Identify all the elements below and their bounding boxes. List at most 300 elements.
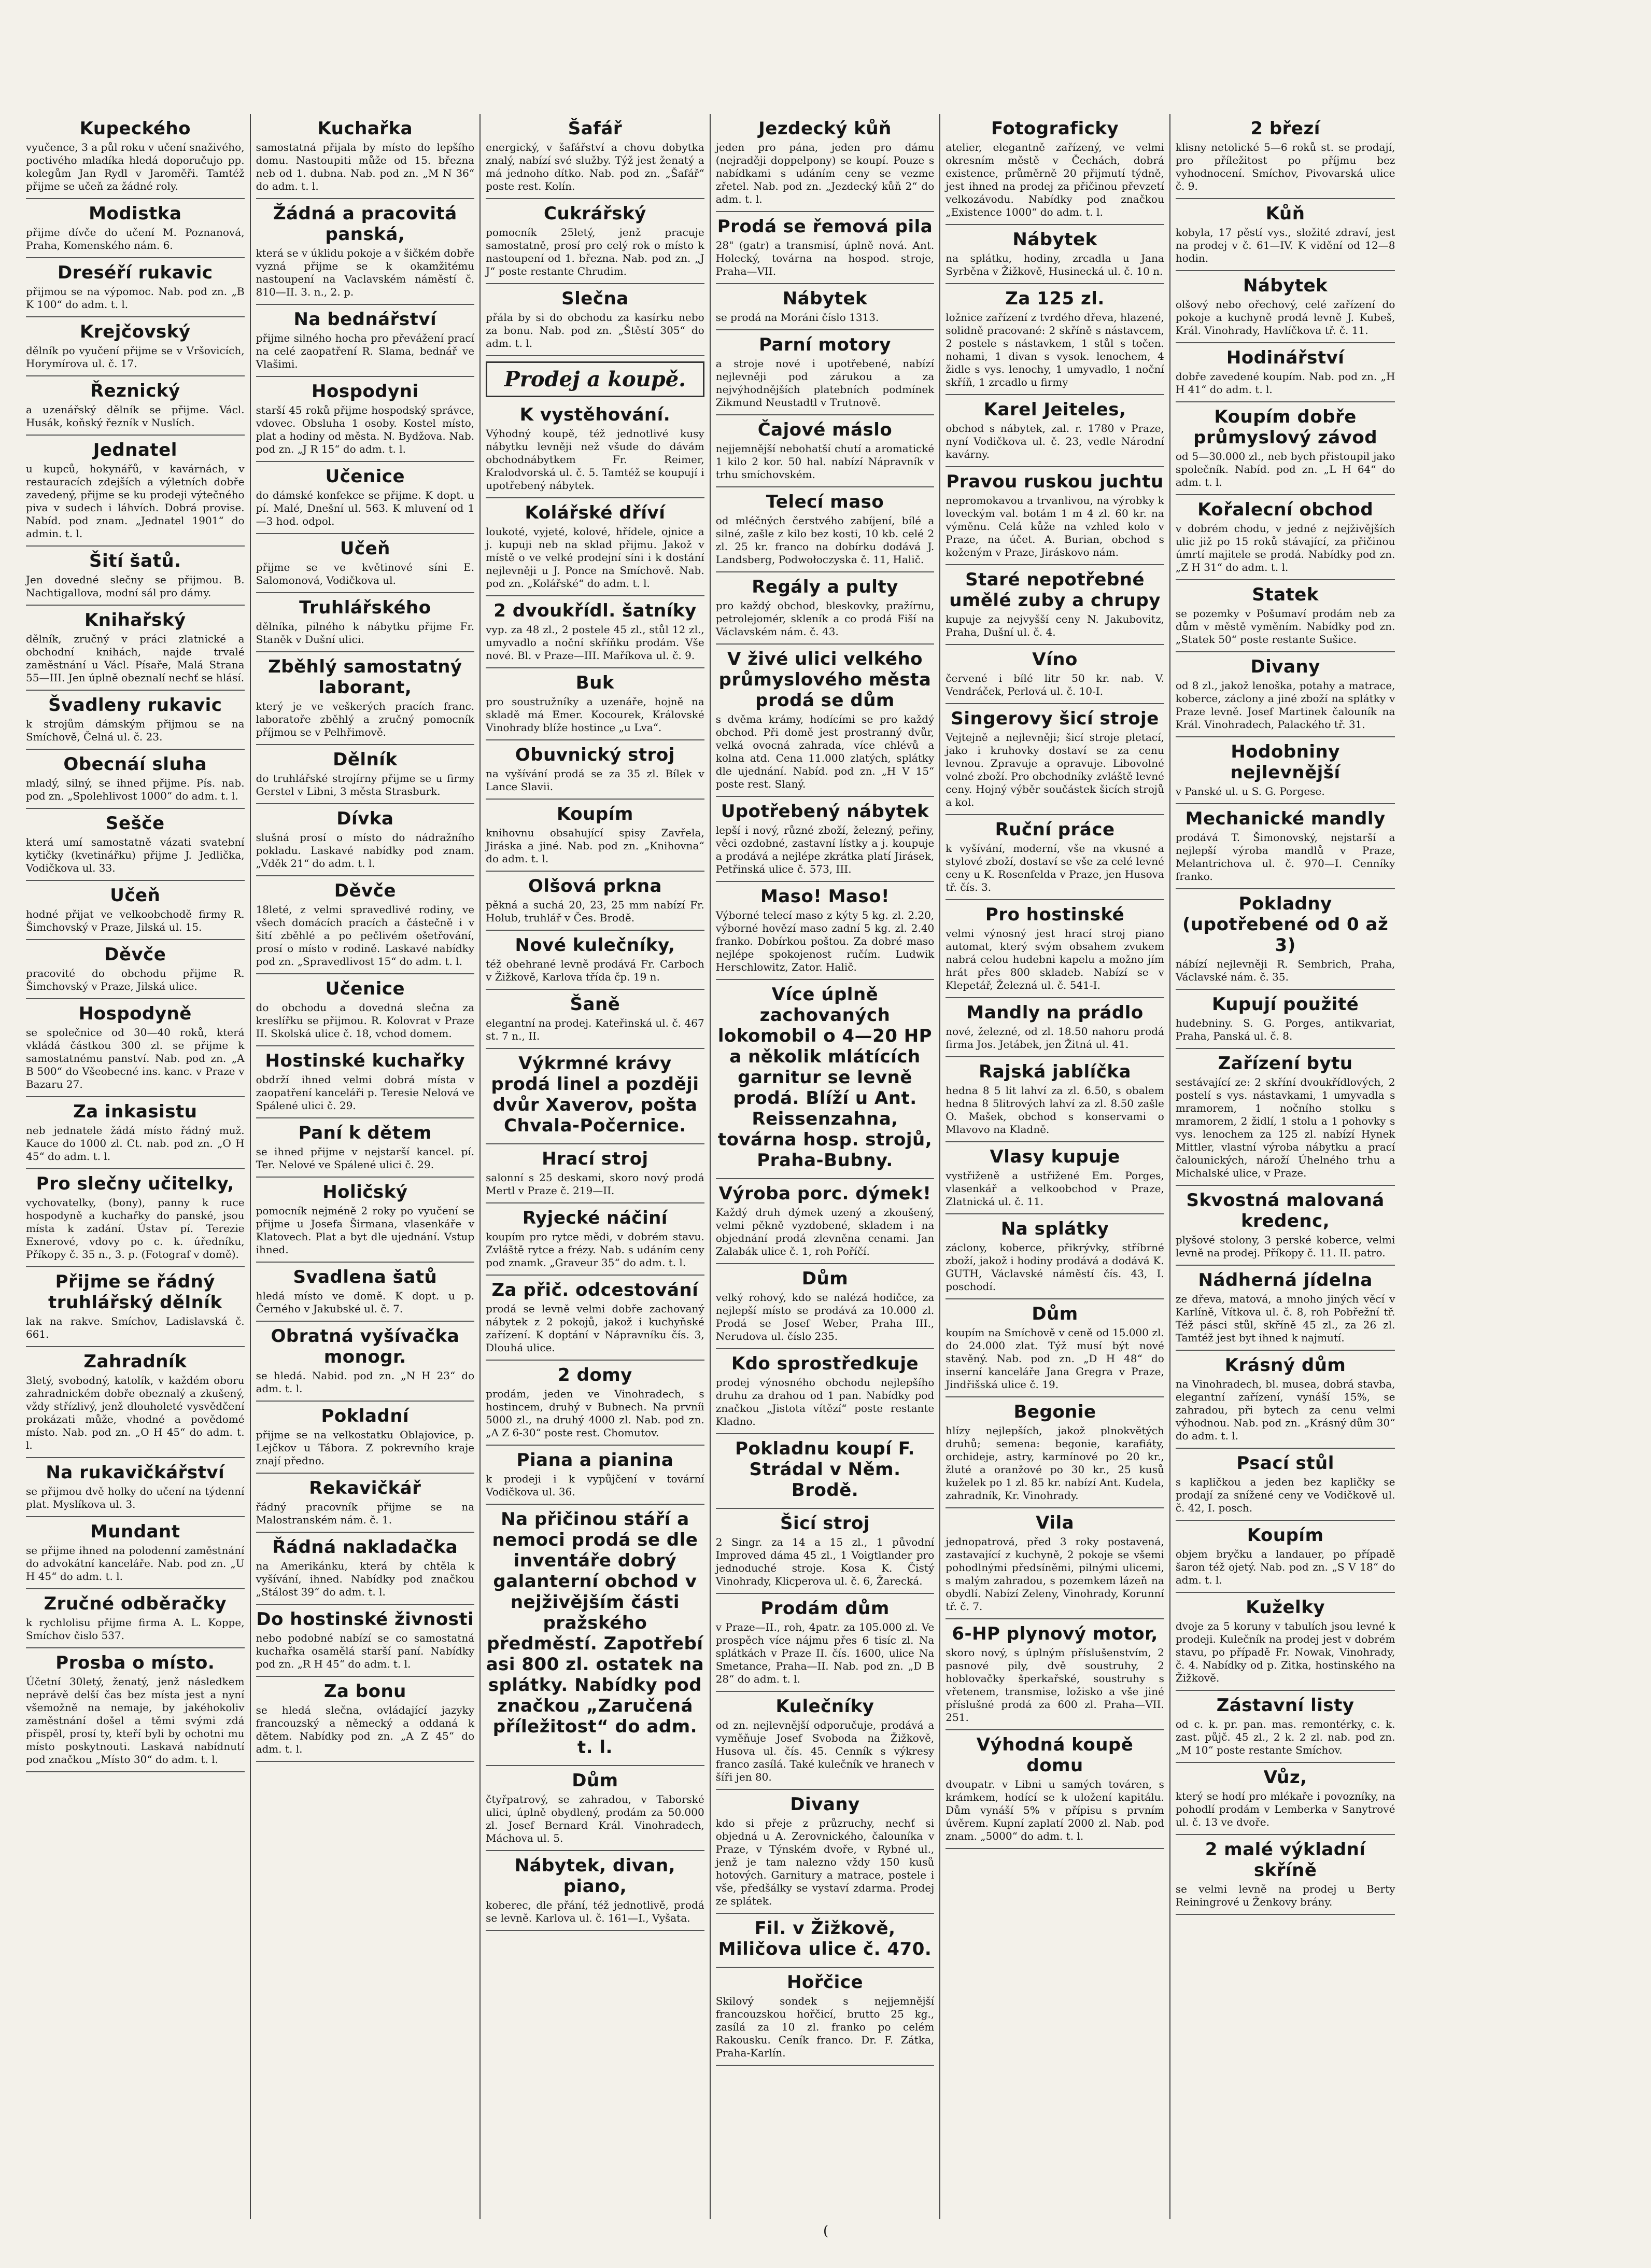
ad-text: 18leté, z velmi spravedlivé rodiny, ve všech domácích pracích a částečně i v šití zběhlé a po pečlivém ošetřování, prosí o místo v rodině. Laskavé nabídky pod zn. „Spravedlivost 15“ do adm. t. l. (256, 903, 475, 968)
ad-text: dobře zavedené koupím. Nab. pod zn. „H H 41“ do adm. t. l. (1175, 370, 1395, 396)
classified-ad (26, 258, 245, 317)
ad-heading: Hodinářství (1226, 347, 1345, 368)
classified-ad (1176, 402, 1395, 495)
ad-heading: Hodobniny nejlevnější (1230, 741, 1340, 783)
ad-heading: Modistka (89, 203, 182, 224)
ad-text: která umí samostatně vázati svatební kytičky (kvetinářku) přijme J. Jedlička, Vodičkova ul. 33. (26, 836, 245, 874)
ad-text: slušná prosí o místo do nádražního pokladu. Laskavé nabídky pod znam. „Vděk 21“ do adm. t. l. (256, 831, 475, 870)
ad-text: od 5—30.000 zl., neb bych přistoupil jako společník. Nabíd. pod zn. „L H 64“ do adm. t. l. (1175, 450, 1395, 488)
ad-text: pro soustružníky a uzenáře, hojně na skladě má Emer. Kocourek, Královské Vinohrady blíže hostince „u Lva“. (486, 695, 704, 734)
classified-ad (946, 284, 1164, 395)
ad-text: přijme dívče do učení M. Poznanová, Praha, Komenského nám. 6. (26, 226, 245, 251)
ad-heading: Prodám dům (760, 1598, 890, 1619)
classified-ad (486, 1446, 704, 1505)
ad-text: pomocník 25letý, jenž pracuje samostatně, prosí pro celý rok o místo k nastoupení od 1. března. Nab. pod zn. „J J“ poste restante Chrudim. (486, 226, 704, 277)
classified-ad (1176, 1521, 1395, 1593)
ad-heading: Hořčice (786, 1972, 864, 1993)
ad-heading: 2 domy (558, 1365, 632, 1385)
classified-ad (716, 330, 935, 415)
ad-text: též obehrané levně prodává Fr. Carboch v Žižkově, Karlova třída čp. 19 n. (486, 958, 704, 983)
ad-heading: Do hostinské živnosti (256, 1609, 474, 1630)
ad-heading: Výkrmné krávy prodá linel a později dvůr Xaverov, pošta Chvala-Počernice. (491, 1053, 699, 1136)
ad-text: od mléčných čerstvého zabíjení, bílé a silné, zašle z kilo bez kosti, 10 kb. celé 2 zl. 25 kr. franco na dobírku dodává J. Landsberg, Podwołoczyska č. 11, Halič. (715, 514, 935, 566)
ad-text: se velmi levně na prodej u Berty Reiningrové u Ženkovy brány. (1175, 1883, 1395, 1908)
ad-heading: Svadlena šatů (293, 1267, 438, 1287)
ad-text: hedna 8 5 lit lahví za zl. 6.50, s obalem hedna 8 5litrových lahví za zl. 8.50 zašle O. Mašek, obchod s konservami o Mlavovo na Kladně. (946, 1084, 1164, 1136)
ad-text: vyp. za 48 zl., 2 postele 45 zl., stůl 12 zl., umyvadlo a noční skříňku prodám. Vše nové. Bl. v Praze—III. Maříkova ul. č. 9. (486, 623, 704, 662)
classified-ad (256, 377, 475, 462)
ad-heading: Paní k dětem (298, 1123, 432, 1143)
ad-heading: Více úplně zachovaných lokomobil o 4—20 HP a několik mlátících garnitur se levně prodá. Blíží u Ant. Reissenzahna, továrna hosp. strojů, Praha-Bubny. (717, 984, 933, 1171)
ad-heading: Hostinské kuchařky (265, 1051, 465, 1071)
ad-heading: Dům (572, 1770, 618, 1791)
ad-heading: Nábytek, divan, piano, (514, 1855, 676, 1897)
ad-heading: Kdo sprostředkuje (731, 1353, 919, 1374)
ad-heading: Telecí maso (766, 492, 884, 512)
classified-ad (716, 415, 935, 487)
ad-heading: Knihařský (84, 610, 186, 631)
classified-ad (256, 305, 475, 377)
classified-ad (716, 1179, 935, 1264)
classified-ad (716, 284, 935, 330)
ad-text: s kapličkou a jeden bez kapličky se prodají za snížené ceny ve Vodičkově ul. č. 42, I. posch. (1175, 1476, 1395, 1514)
ad-text: koupím pro rytce mědi, v dobrém stavu. Zvláště rytce a frézy. Nab. s udáním ceny pod znamk. „Graveur 35“ do adm. t. l. (486, 1230, 704, 1269)
ad-heading: Hospodyně (78, 1003, 192, 1024)
ad-heading: Šicí stroj (780, 1513, 870, 1534)
ad-text: se pozemky v Pošumaví prodám neb za dům v městě vyměním. Nabídky pod zn. „Statek 50“ poste restante Sušice. (1175, 607, 1395, 646)
classified-ad (256, 1402, 475, 1474)
ad-heading: Ryjecké náčiní (522, 1208, 668, 1228)
classified-ad (26, 436, 245, 547)
ad-heading: Vlasy kupuje (990, 1146, 1120, 1167)
classified-ad (946, 225, 1164, 284)
ad-text: kobyla, 17 pěstí vys., složité zdraví, jest na prodej v č. 61—IV. K vidění od 12—8 hodin. (1175, 226, 1395, 264)
classified-ad (486, 1851, 704, 1931)
ad-heading: Děvče (334, 880, 396, 901)
classified-ad (946, 704, 1164, 815)
ad-heading: Nábytek (1243, 275, 1328, 296)
ad-text: od c. k. pr. pan. mas. remontérky, c. k. zast. půjč. 45 zl., 2 k. 2 zl. nab. pod zn. „M 10“ poste restante Smíchov. (1175, 1718, 1395, 1756)
classified-ad (486, 199, 704, 284)
classified-ad (256, 1178, 475, 1263)
ad-heading: K vystěhování. (519, 404, 671, 425)
classified-ad (256, 1605, 475, 1677)
classified-ad (1176, 495, 1395, 580)
ad-heading: Hrací stroj (542, 1149, 648, 1169)
ad-heading: Nábytek (782, 288, 868, 309)
ad-text: atelier, elegantně zařízený, ve velmi okresním městě v Čechách, dobrá existence, průměrně 20 přijmutí týdně, jest ihned na prodej za přičinou převzetí velkozávodu. Nabídky pod značkou „Existence 1000“ do adm. t. l. (946, 141, 1164, 218)
classified-ad (946, 998, 1164, 1057)
ad-text: dělník po vyučení přijme se v Vršovicích, Horymírova ul. č. 17. (26, 344, 245, 370)
ad-heading: Ruční práce (995, 819, 1115, 840)
ad-heading: Upotřebený nábytek (721, 801, 929, 822)
ad-text: starší 45 roků přijme hospodský správce, vdovec. Obsluha 1 osoby. Kostel místo, plat a hodiny od města. N. Bydžova. Nab. pod zn. „J R 15“ do adm. t. l. (256, 404, 475, 455)
section-banner: Prodej a koupě. (486, 361, 704, 397)
ad-text: dělník, zručný v práci zlatnické a obchodní knihách, najde trvalé zaměstnání u Václ. Písaře, Malá Strana 55—III. Jen úplně obeznalí nechť se hlásí. (26, 633, 245, 684)
ad-heading: Vůz, (1263, 1767, 1307, 1788)
classified-ad (946, 565, 1164, 645)
ad-heading: Učenice (325, 978, 405, 999)
ad-heading: Cukrářský (544, 203, 646, 224)
ad-heading: Výroba porc. dýmek! (718, 1183, 932, 1204)
classified-ad (256, 1474, 475, 1533)
ad-heading: Buk (575, 673, 615, 693)
ad-heading: Piana a pianina (516, 1450, 674, 1471)
classified-ad (716, 212, 935, 284)
ad-heading: Za bonu (323, 1681, 406, 1702)
ad-text: velmi výnosný jest hrací stroj piano automat, který svým obsahem zvukem nabrá celou hudebni kapelu a možno jím hrát přes 800 skladeb. Nabízí se v Klepetář, Železná ul. č. 541-I. (946, 927, 1164, 991)
ad-heading: Psací stůl (1236, 1453, 1334, 1474)
ad-text: hodné přijat ve velkoobchodě firmy R. Šimchovský v Praze, Jilská ul. 15. (26, 908, 245, 933)
classified-ad (26, 1458, 245, 1517)
classified-ad (1176, 1186, 1395, 1266)
ad-text: v dobrém chodu, v jedné z nejživějších ulic již po 15 roků stávající, za přičinou úmrtí majitele se prodá. Nabídky pod zn. „Z H 31“ do adm. t. l. (1175, 522, 1395, 573)
classified-ad (716, 1434, 935, 1509)
ad-heading: Kupeckého (79, 118, 191, 139)
column-6 (1170, 114, 1401, 2219)
classified-ad (486, 498, 704, 596)
ad-text: v Praze—II., roh, 4patr. za 105.000 zl. Ve prospěch více nájmu přes 6 tisíc zl. Na splátkách v Praze II. čís. 1600, ulice Na Smetance, Praha—II. Nab. pod zn. „D B 28“ do adm. t. l. (715, 1621, 935, 1685)
ad-text: salonní s 25 deskami, skoro nový prodá Mertl v Praze č. 219—II. (486, 1171, 704, 1197)
classified-ad (256, 745, 475, 804)
ad-text: se přijmou dvě holky do učení na týdenní plat. Myslíkova ul. 3. (26, 1485, 245, 1510)
ad-heading: Učeň (340, 538, 390, 559)
classified-ad (946, 1142, 1164, 1214)
classified-ad (716, 572, 935, 645)
classified-ad (486, 931, 704, 990)
classified-ad (716, 1692, 935, 1790)
ad-heading: Krejčovský (80, 321, 191, 342)
ad-text: který je ve veškerých pracích franc. laboratoře zběhlý a zručný pomocník příjmou se v Pelhřimově. (256, 700, 475, 738)
ad-text: se hledá slečna, ovládající jazyky francouzský a německý a oddaná k dětem. Nabídky pod zn. „A Z 45“ do adm. t. l. (256, 1704, 475, 1755)
column-2 (251, 114, 481, 2219)
column-3 (481, 114, 711, 2219)
ad-text: pomocník nejméně 2 roky po vyučení se přijme u Josefa Širmana, vlasenkáře v Klatovech. Plat a byt dle ujednání. Vstup ihned. (256, 1205, 475, 1256)
ad-heading: Koupím (557, 804, 633, 824)
ad-heading: Dreséří rukavic (57, 262, 213, 283)
classified-ad (1176, 1691, 1395, 1763)
ad-heading: Přijme se řádný truhlářský dělník (48, 1271, 222, 1313)
ad-text: koberec, dle přání, též jednotlivě, prodá se levně. Karlova ul. č. 161—I., Vyšata. (486, 1899, 704, 1924)
ad-text: Jen dovedné slečny se přijmou. B. Nachtigallova, modní sál pro dámy. (26, 573, 245, 599)
ad-heading: Nové kulečníky, (515, 935, 675, 956)
ad-text: ložnice zařízení z tvrdého dřeva, hlazené, solidně pracované: 2 skříně s nástavcem, 2 postele s nástavkem, 1 stůl s točen. nohami, 1 divan s vysok. lenochem, 4 židle s vys. lenochy, 1 umyvadlo, 1 noční skříň, 1 zrcadlo u firmy (946, 311, 1164, 388)
ad-heading: Kuželky (1246, 1597, 1325, 1618)
ad-heading: Divany (790, 1794, 860, 1815)
ad-text: nejjemnější nebohatší chutí a aromatické 1 kilo 2 kor. 50 hal. nabízí Nápravník v trhu smíchovském. (715, 442, 935, 481)
ad-text: pěkná a suchá 20, 23, 25 mm nabízí Fr. Holub, truhlář v Čes. Brodě. (486, 899, 704, 924)
classified-ad (26, 809, 245, 881)
ad-heading: Pravou ruskou juchtu (946, 471, 1164, 492)
ad-heading: Obratná vyšívačka monogr. (271, 1326, 460, 1367)
ad-text: loukoté, vyjeté, kolové, hřídele, ojnice a j. kupuji neb na sklad přijmu. Jakož v místě o ve velké prodejní síni i k dostání nejlevněji u J. Ponce na Smíchově. Nab. pod zn. „Kolářské“ do adm. t. l. (486, 525, 704, 590)
column-5 (940, 114, 1170, 2219)
ad-text: Skilový sondek s nejjemnější francouzskou hořčicí, brutto 25 kg., zasílá za 10 zl. franko po celém Rakousku. Ceník franco. Dr. F. Zátka, Praha-Karlín. (715, 1995, 935, 2059)
classified-ad (1176, 1835, 1395, 1915)
classified-ad (26, 606, 245, 691)
ad-text: se přijme ihned na polodenní zaměstnání do advokátní kanceláře. Nab. pod zn. „U H 45“ do adm. t. l. (26, 1544, 245, 1583)
ad-text: řádný pracovník přijme se na Malostranském nám. č. 1. (256, 1501, 475, 1526)
ad-text: nábízí nejlevněji R. Sembrich, Praha, Václavské nám. č. 35. (1175, 958, 1395, 983)
classified-ad (716, 1264, 935, 1349)
classified-ad (256, 1046, 475, 1118)
ad-heading: V živé ulici velkého průmyslového města prodá se dům (718, 649, 932, 711)
ad-heading: Pokladny (upotřebené od 0 až 3) (1182, 893, 1389, 956)
ad-heading: Za 125 zl. (1005, 288, 1105, 309)
ad-heading: Švadleny rukavic (48, 695, 222, 716)
ad-text: Výhodný koupě, též jednotlivé kusy nábytku levněji než všude do dávám obchodnábytkem Fr. Reimer, Kralodvorská ul. č. 5. Tamtéž se koupují i upotřebený nábytek. (486, 427, 704, 492)
classified-ad (486, 668, 704, 740)
ad-heading: Vila (1036, 1513, 1075, 1533)
classified-ad (946, 1214, 1164, 1299)
ad-heading: Fil. v Žižkově, Miličova ulice č. 470. (718, 1918, 932, 1959)
classified-ad (946, 1299, 1164, 1397)
ad-text: nepromokavou a trvanlivou, na výrobky k loveckým val. botám 1 m 4 zl. 60 kr. na výměnu. Celá kůže na vzhled kolo v Praze, na účet. A. Burian, obchod s koženým v Praze, Jiráskovo nám. (946, 494, 1164, 558)
classified-ad (946, 1057, 1164, 1142)
ad-heading: Řeznický (90, 381, 180, 401)
ad-text: sestávající ze: 2 skříní dvoukřídlových, 2 postelí s vys. nástavkami, 1 umyvadla s mramorem, 1 nočního stolku s mramorem, 2 židlí, 1 stolu a 1 pohovky s vys. lenochem za 125 zl. nabízí Hynek Mittler, vlastní výroba nábytku a prací čalounických, nároží Úhelného trhu a Michalské ulice, v Praze. (1175, 1076, 1395, 1179)
ad-text: Vejtejně a nejlevněji; šicí stroje pletací, jako i kruhovky dostaví se za cenu levnou. Zpravuje a opravuje. Libovolné volné zboží. Pro obchodníky zvláště levné ceny. Hojný výběr součástek šicích strojů a kol. (946, 731, 1164, 808)
ad-heading: Karel Jeiteles, (983, 399, 1126, 420)
ad-text: nebo podobné nabízí se co samostatná kuchařka osamělá starší paní. Nabídky pod zn. „R H 45“ do adm. t. l. (256, 1632, 475, 1670)
ad-text: dvoupatr. v Libni u samých továren, s krámkem, hodící se k uložení kapitálu. Dům vynáší 5% v přípisu s prvním úvěrem. Kupní zaplatí 2000 zl. Nab. pod znam. „5000“ do adm. t. l. (946, 1778, 1164, 1842)
classified-ad (946, 114, 1164, 225)
classified-ad (26, 1267, 245, 1347)
ad-heading: Dělník (333, 749, 398, 770)
ad-text: prodává T. Šimonovský, nejstarší a nejlepší výroba mandlů v Praze, Melantrichova ul. č. 970—I. Cenníky franko. (1175, 831, 1395, 883)
ad-heading: Mechanické mandly (1185, 808, 1386, 829)
ad-text: olšový nebo ořechový, celé zařízení do pokoje a kuchyně prodá levně J. Kubeš, Král. Vinohrady, Havlíčkova tř. č. 11. (1175, 298, 1395, 337)
classified-ad (946, 1730, 1164, 1849)
ad-text: ze dřeva, matová, a mnoho jiných věcí v Karlíně, Vítkova ul. č. 8, roh Pobřežní tř. Též pásci stůl, skříně 45 zl., za 26 zl. Tamtéž jest byt ihned k najmutí. (1175, 1293, 1395, 1344)
ad-text: kdo si přeje z průzruchy, nechť si objedná u A. Zerovnického, čalouníka v Praze, v Týnském dvoře, v Rybné ul., jenž je tam nalezno vždy 150 kusů hotových. Garnitury a matrace, postele i vše, předšálky se vystaví zdarma. Prodej ze splátek. (715, 1817, 935, 1907)
classified-ad (946, 1619, 1164, 1730)
ad-text: na splátku, hodiny, zrcadla u Jana Syrběna v Žižkově, Husinecká ul. č. 10 n. (946, 252, 1164, 277)
ad-text: vystřiženě a ustřižené Em. Porges, vlasenkář a velkoobchod v Praze, Zlatnická ul. č. 11. (946, 1169, 1164, 1208)
ad-heading: Krásný dům (1224, 1355, 1346, 1376)
ad-heading: Za inkasistu (73, 1101, 197, 1122)
classified-ad (256, 804, 475, 876)
ad-heading: Dům (1032, 1304, 1078, 1324)
column-4 (711, 114, 941, 2219)
classified-ad (1176, 1449, 1395, 1521)
ad-heading: Mandly na prádlo (966, 1002, 1144, 1023)
ad-text: čtyřpatrový, se zahradou, v Taborské ulici, úplně obydlený, prodám za 50.000 zl. Josef Bernard Král. Vinohradech, Máchova ul. 5. (486, 1793, 704, 1844)
ad-text: skoro nový, s úplným příslušenstvím, 2 pasnové pily, dvě soustruhy, 2 hoblovačky šperkařské, soustruhy s vřetenem, transmise, ložisko a vše jiné příslušné prodá za 600 zl. Praha—VII. 251. (946, 1646, 1164, 1724)
ad-text: přála by si do obchodu za kasírku nebo za bonu. Nab. pod zn. „Štěstí 305“ do adm. t. l. (486, 311, 704, 349)
ad-heading: Žádná a pracovitá panská, (273, 203, 457, 245)
ad-heading: Nábytek (1012, 229, 1097, 250)
classified-ad (26, 1648, 245, 1772)
ad-heading: Šití šatů. (89, 551, 181, 571)
ad-text: energický, v šafářství a chovu dobytka znalý, nabízí své služby. Týž jest ženatý a má jednoho dítko. Nab. pod zn. „Šafář“ poste rest. Kolín. (486, 141, 704, 192)
ad-text: do obchodu a dovedná slečna za kreslířku se přijmou. R. Kolovrat v Praze II. Skolská ulice č. 18, vchod domem. (256, 1001, 475, 1040)
ad-heading: Zběhlý samostatný laborant, (268, 656, 462, 698)
classified-ad (486, 800, 704, 872)
classified-ad (1176, 114, 1395, 199)
ad-text: s dvěma krámy, hodícími se pro každý obchod. Při domě jest prostranný dvůr, velká ovocná zahrada, více chlévů a kolna atd. Cena 11.000 zlatých, splátky dle ujednání. Nabíd. pod zn. „H V 15“ poste rest. Slaný. (715, 713, 935, 790)
ad-text: se společnice od 30—40 roků, která vkládá částkou 300 zl. se přijme k samostatnému panství. Nab. pod zn. „A B 500“ do Všeobecné ins. kanc. v Praze v Bazaru 27. (26, 1026, 245, 1090)
classified-ad (486, 1276, 704, 1361)
ad-text: lepší i nový, různé zboží, železný, peřiny, věci ozdobné, zastavní lístky a j. koupuje a prodává a nejlépe zkrátka platí Jirásek, Petřinská ulice č. 573, III. (715, 824, 935, 875)
classified-ad (486, 740, 704, 800)
classified-ad (716, 1509, 935, 1594)
ad-heading: Fotograficky (991, 118, 1119, 139)
ad-text: lak na rakve. Smíchov, Ladislavská č. 661. (26, 1315, 245, 1340)
classified-ad (716, 1594, 935, 1692)
classified-ad (256, 199, 475, 305)
ad-heading: Begonie (1013, 1402, 1096, 1422)
ad-heading: Prosba o místo. (55, 1653, 215, 1673)
ad-text: na Vinohradech, bl. musea, dobrá stavba, elegantní zařízení, vynáší 15%, se zahradou, při bytech za cenu velmi výhodnou. Nab. pod zn. „Krásný dům 30“ do adm. t. l. (1175, 1378, 1395, 1442)
ad-text: přijme silného hocha pro převážení prací na celé zaopatření R. Slama, bednář ve Vlašimi. (256, 332, 475, 370)
ad-heading: Pokladní (321, 1406, 410, 1426)
ad-heading: Jednatel (93, 440, 177, 460)
classified-ad (26, 1347, 245, 1458)
ad-heading: Na rukavičkářství (46, 1462, 225, 1483)
classified-ad (26, 199, 245, 258)
classified-ad (486, 1049, 704, 1144)
classified-ad (1176, 804, 1395, 889)
classified-ad (26, 999, 245, 1097)
classified-ad (256, 652, 475, 745)
ad-text: Výborné telecí maso z kýty 5 kg. zl. 2.20, výborné hovězí maso zadní 5 kg. zl. 2.40 franko. Dobírkou poštou. Za dobré maso nejlépe spokojenost ručím. Ludwik Herschlowitz, Zator. Halič. (715, 909, 935, 973)
classified-ad (1176, 1049, 1395, 1186)
ad-heading: 2 malé výkladní skříně (1205, 1839, 1366, 1881)
ad-text: prodám, jeden ve Vinohradech, s hostincem, druhý v Bubnech. Na prvníi 5000 zl., na druhý 4000 zl. Nab. pod zn. „A Z 6-30“ poste rest. Chomutov. (486, 1388, 704, 1439)
ad-text: objem bryčku a landauer, po případě šaron též ojetý. Nab. pod zn. „S V 18“ do adm. t. l. (1175, 1548, 1395, 1586)
ad-heading: Pro hostinské (985, 904, 1125, 925)
ad-text: k prodeji i k vypůjčení v tovární Vodičkova ul. 36. (486, 1473, 704, 1498)
classified-ad (486, 1766, 704, 1851)
ad-heading: Nádherná jídelna (1198, 1270, 1373, 1291)
ad-heading: Divany (1250, 656, 1320, 677)
classified-ad (256, 1263, 475, 1322)
ad-text: pro každý obchod, bleskovky, pražírnu, petrolejomér, skleník a co prodá Fiší na Václavském nám. č. 43. (715, 599, 935, 638)
classified-ad (1176, 580, 1395, 652)
ad-heading: Učenice (325, 466, 405, 487)
ad-heading: Dívka (336, 808, 394, 829)
ad-text: se hledá. Nabid. pod zn. „N H 23“ do adm. t. l. (256, 1369, 475, 1395)
ad-heading: Koupím (1247, 1525, 1324, 1546)
ad-text: 2 Singr. za 14 a 15 zl., 1 původní Improved dáma 45 zl., 1 Voigtlander pro jednoduché stroje. Kosa K. Čistý Vinohrady, Klicperova ul. č. 6, Žarecká. (715, 1536, 935, 1587)
ad-text: obchod s nábytek, zal. r. 1780 v Praze, nyní Vodičkova ul. č. 23, vedle Národní kavárny. (946, 422, 1164, 460)
ad-heading: Učeň (110, 885, 161, 906)
ad-heading: Dům (801, 1268, 849, 1289)
ad-text: a stroje nové i upotřebené, nabízí nejlevněji pod zárukou a za nejvýhodnějších platebních podmínek Zikmund Neustadtl v Trutnově. (715, 357, 935, 409)
classified-ad (946, 395, 1164, 467)
classified-ad (256, 1118, 475, 1178)
ad-heading: Regály a pulty (752, 577, 898, 597)
ad-text: u kupců, hokynářů, v kavárnách, v restauracích zdejších a výletních dobře zavedený, přijme se ku prodeji výtečného piva v sudech i láhvích. Dobrá provise. Nabíd. pod znam. „Jednatel 1901“ do admin. t. l. (26, 463, 245, 540)
ad-heading: Na splátky (1000, 1219, 1109, 1239)
classified-ad (486, 1203, 704, 1276)
classified-ad (716, 882, 935, 980)
ad-text: do dámské konfekce se přijme. K dopt. u pí. Malé, Dnešní ul. 563. K mluvení od 1—3 hod. odpol. (256, 489, 475, 527)
ad-heading: Na přičinou stáří a nemoci prodá se dle inventáře dobrý galanterní obchod v nejživějším části pražského předměstí. Zapotřebí asi 800 zl. ostatek na splátky. Nabídky pod značkou „Zaručená příležitost“ do adm. t. l. (486, 1509, 704, 1758)
classified-ad (26, 317, 245, 376)
classified-ad (1176, 199, 1395, 271)
classified-ad (1176, 889, 1395, 990)
classified-ad (26, 750, 245, 809)
ad-heading: Rekavičkář (309, 1478, 421, 1499)
ad-text: jednopatrová, před 3 roky postavená, zastavající z kuchyně, 2 pokoje se všemi pohodlnými předsíněmi, pilnými ulicemi, s malým zahradou, s pozemkem lázeň na obydlí. Nabízí Zeleny, Vinohrady, Korunní tř. č. 7. (946, 1535, 1164, 1613)
ad-heading: Za přič. odcestování (491, 1280, 699, 1300)
ad-heading: Kůň (1265, 203, 1305, 224)
ad-heading: Zástavní listy (1216, 1695, 1354, 1716)
classified-ad (1176, 1266, 1395, 1351)
ad-text: knihovnu obsahující spisy Zavřela, Jiráska a jiné. Nab. pod zn. „Knihovna“ do adm. t. l. (486, 827, 704, 865)
ad-text: dělníka, pilného k nábytku přijme Fr. Staněk v Dušní ulici. (256, 620, 475, 646)
ad-heading: Šafář (568, 118, 623, 139)
ad-heading: Kupují použité (1211, 994, 1359, 1015)
column-1 (21, 114, 251, 2219)
ad-heading: Děvče (104, 944, 166, 965)
classified-ad (946, 645, 1164, 704)
classified-ad (946, 1508, 1164, 1619)
ad-heading: Kolářské dříví (525, 502, 666, 523)
ad-heading: Jezdecký kůň (758, 118, 892, 139)
ad-text: prodej výnosného obchodu nejlepšího druhu za drahou od 1 pan. Nabídky pod značkou „Jistota vítězí“ poste restante Kladno. (715, 1376, 935, 1427)
ad-heading: Skvostná malovaná kredenc, (1186, 1190, 1385, 1231)
classified-ad (256, 876, 475, 974)
ad-text: se prodá na Moráni číslo 1313. (715, 311, 879, 324)
classified-ad (716, 1968, 935, 2066)
ad-heading: Čajové máslo (757, 419, 893, 440)
classified-ad (256, 974, 475, 1046)
classified-ad (26, 114, 245, 199)
classified-ad (1176, 271, 1395, 343)
classified-ad (256, 593, 475, 652)
ad-heading: Sešče (106, 813, 165, 834)
classified-ad (486, 114, 704, 199)
ad-text: přijme se ve květinové síni E. Salomonová, Vodičkova ul. (256, 561, 475, 586)
ad-heading: 2 dvoukřídl. šatníky (493, 600, 697, 621)
classified-ad (256, 1677, 475, 1762)
classified-ad (716, 1914, 935, 1968)
ad-text: hledá místo ve domě. K dopt. u p. Černého v Jakubské ul. č. 7. (256, 1290, 475, 1315)
ad-text: do truhlářské strojírny přijme se u firmy Gerstel v Libni, 3 města Strasburk. (256, 772, 475, 797)
ad-text: obdrží ihned velmi dobrá místa v zaopatření kanceláři p. Teresie Nelová ve Spálené ulici č. 29. (256, 1073, 475, 1112)
ad-text: hlízy nejlepších, jakož plnokvětých druhů; semena: begonie, karafiáty, orchideje, astry, karmínové po 20 kr., žluté a oranžové po 30 kr., 25 kusů kuželek po 1 zl. 85 kr. nabízí Ant. Kudela, zahradník, Kr. Vinohrady. (946, 1424, 1164, 1502)
classified-ad (716, 797, 935, 882)
ad-text: velký rohový, kdo se nalézá hodičce, za nejlepší místo se prodává za 10.000 zl. Prodá se Josef Weber, Praha III., Nerudova ul. číslo 235. (715, 1291, 935, 1342)
ad-heading: Holičský (322, 1182, 408, 1202)
ad-text: kupuje za nejvyšší ceny N. Jakubovitz, Praha, Dušní ul. č. 4. (946, 613, 1164, 638)
classified-ad (486, 1144, 704, 1203)
classified-ad (1176, 990, 1395, 1049)
classified-ad (256, 1533, 475, 1605)
classified-ad (1176, 343, 1395, 402)
classified-ad (26, 1169, 245, 1267)
ad-text: pracovité do obchodu přijme R. Šimchovský v Praze, Jilská ulice. (26, 967, 245, 992)
classified-ad (486, 872, 704, 931)
ad-text: plyšové stolony, 3 perské koberce, velmi levně na prodej. Příkopy č. 11. II. patro. (1175, 1234, 1395, 1259)
ad-text: neb jednatele žádá místo řádný muž. Kauce do 1000 zl. Ct. nab. pod zn. „O H 45“ do adm. t. l. (26, 1124, 245, 1163)
classified-ad (26, 1517, 245, 1589)
classified-ad (256, 462, 475, 534)
ad-text: hudebniny. S. G. Porges, antikvariat, Praha, Panská ul. č. 8. (1175, 1017, 1395, 1042)
ad-heading: Staré nepotřebné umělé zuby a chrupy (949, 569, 1161, 611)
newspaper-page (21, 114, 1630, 2219)
classified-ad (486, 284, 704, 356)
ad-heading: Mundant (90, 1521, 180, 1542)
ad-heading: Obecnáí sluha (63, 754, 207, 775)
classified-ad (256, 1322, 475, 1402)
classified-ad (26, 940, 245, 999)
classified-ad (716, 1790, 935, 1914)
ad-heading: Pokladnu koupí F. Strádal v Něm. Brodě. (735, 1438, 915, 1501)
